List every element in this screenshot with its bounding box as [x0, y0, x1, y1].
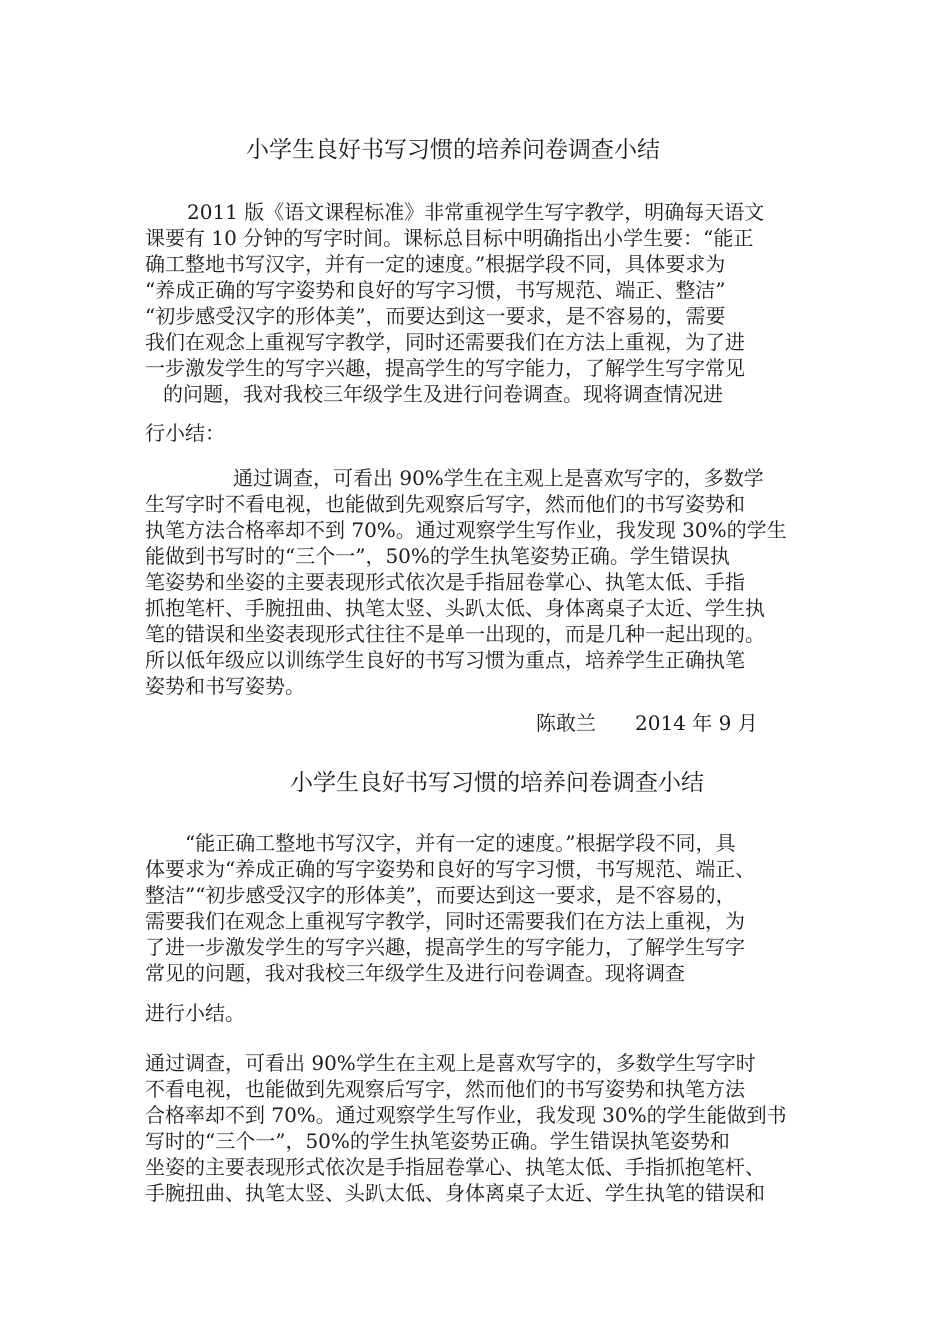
intro-paragraph-tail: 行小结： [145, 421, 225, 445]
paragraph-line: 确工整地书写汉字，并有一定的速度。”根据学段不同，具体要求为 [145, 252, 726, 276]
document-title: 小学生良好书写习惯的培养问卷调查小结 [246, 137, 660, 163]
second-intro-paragraph [145, 830, 825, 986]
second-document-title: 小学生良好书写习惯的培养问卷调查小结 [290, 770, 704, 796]
findings-paragraph [145, 465, 825, 699]
paragraph-line: 手腕扭曲、执笔太竖、头趴太低、身体离桌子太近、学生执笔的错误和 [145, 1181, 765, 1205]
paragraph-line: 生写字时不看电视，也能做到先观察后写字，然而他们的书写姿势和 [145, 492, 745, 516]
paragraph-line: 体要求为“养成正确的写字姿势和良好的写字习惯，书写规范、端正、 [145, 857, 756, 881]
paragraph-line: 通过调查，可看出 90%学生在主观上是喜欢写字的，多数学生写字时 [145, 1051, 756, 1075]
paragraph-line: 所以低年级应以训练学生良好的书写习惯为重点，培养学生正确执笔 [145, 648, 745, 672]
paragraph-line: 姿势和书写姿势。 [145, 674, 305, 698]
paragraph-line: 一步激发学生的写字兴趣，提高学生的写字能力，了解学生写字常见 [145, 356, 745, 380]
paragraph-line: 笔的错误和坐姿表现形式往往不是单一出现的，而是几种一起出现的。 [145, 622, 765, 646]
paragraph-line: 抓抱笔杆、手腕扭曲、执笔太竖、头趴太低、身体离桌子太近、学生执 [145, 596, 765, 620]
paragraph-line: 通过调查，可看出 90%学生在主观上是喜欢写字的，多数学 [233, 466, 764, 490]
paragraph-line: 笔姿势和坐姿的主要表现形式依次是手指屈卷掌心、执笔太低、手指 [145, 570, 745, 594]
paragraph-line: 坐姿的主要表现形式依次是手指屈卷掌心、执笔太低、手指抓抱笔杆、 [145, 1155, 765, 1179]
document-date: 2014 年 9 月 [635, 711, 758, 735]
paragraph-line: 常见的问题，我对我校三年级学生及进行问卷调查。现将调查 [145, 961, 685, 985]
paragraph-line: 了进一步激发学生的写字兴趣，提高学生的写字能力，了解学生写字 [145, 935, 745, 959]
paragraph-line: 课要有 10 分钟的写字时间。课标总目标中明确指出小学生要：“能正 [145, 226, 754, 250]
paragraph-line: 的问题，我对我校三年级学生及进行问卷调查。现将调查情况进 [163, 382, 723, 406]
paragraph-line: “初步感受汉字的形体美”，而要达到这一要求，是不容易的，需要 [145, 304, 726, 328]
paragraph-line: 执笔方法合格率却不到 70%。通过观察学生写作业，我发现 30%的学生 [145, 518, 787, 542]
second-findings-paragraph [145, 1050, 825, 1206]
paragraph-line: “养成正确的写字姿势和良好的写字习惯，书写规范、端正、整洁” [145, 278, 726, 302]
paragraph-line: 不看电视，也能做到先观察后写字，然而他们的书写姿势和执笔方法 [145, 1077, 745, 1101]
paragraph-line: 整洁”“初步感受汉字的形体美”，而要达到这一要求，是不容易的， [145, 883, 736, 907]
author-name: 陈敢兰 [536, 711, 596, 735]
paragraph-line: 2011 版《语文课程标准》非常重视学生写字教学，明确每天语文 [187, 200, 765, 224]
paragraph-line: 合格率却不到 70%。通过观察学生写作业，我发现 30%的学生能做到书 [145, 1103, 787, 1127]
paragraph-line: 写时的“三个一”，50%的学生执笔姿势正确。学生错误执笔姿势和 [145, 1129, 730, 1153]
paragraph-line: “能正确工整地书写汉字，并有一定的速度。”根据学段不同，具 [185, 831, 736, 855]
paragraph-line: 能做到书写时的“三个一”，50%的学生执笔姿势正确。学生错误执 [145, 544, 730, 568]
paragraph-line: 我们在观念上重视写字教学，同时还需要我们在方法上重视，为了进 [145, 330, 745, 354]
second-intro-paragraph-tail: 进行小结。 [145, 1001, 245, 1025]
paragraph-line: 需要我们在观念上重视写字教学，同时还需要我们在方法上重视，为 [145, 909, 745, 933]
intro-paragraph [145, 199, 825, 407]
